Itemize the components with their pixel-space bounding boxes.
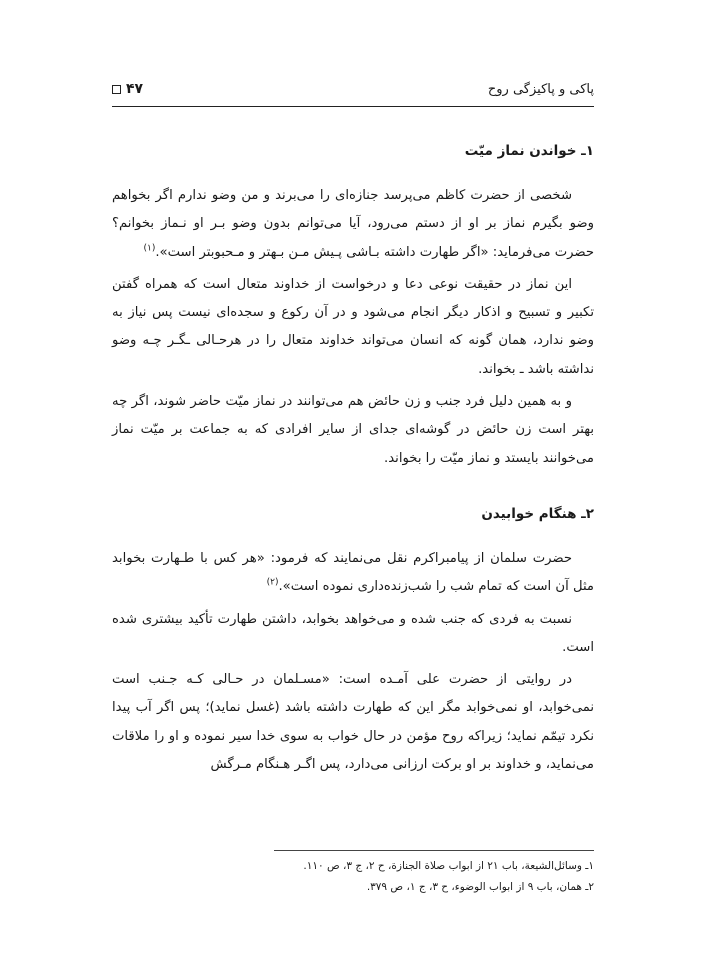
- square-icon: [112, 85, 121, 94]
- footnote-ref[interactable]: (۲): [266, 577, 279, 588]
- footnote: ۲ـ همان، باب ۹ از ابواب الوضوء، ح ۳، ج ۱، ص ۳۷۹.: [366, 881, 594, 893]
- paragraph: در روایتی از حضرت علی آمـده است: «مسـلمان در حـالی کـه جـنب است نمی‌خوابد، او نمی‌خوابد مگر این که طهارت داشته باشد (غسل نماید)؛ پس اگر آب پیدا نکرد تیمّم نماید؛ زیراکه روح مؤمن در حال خواب به سوی خدا سیر نموده و او را ملاقات می‌نماید، و خداوند بر او برکت ارزانی می‌دارد، پس اگـر هـنگام مـرگش: [112, 672, 594, 773]
- page-number-text: ۴۷: [126, 81, 144, 97]
- paragraph: شخصی از حضرت کاظم می‌پرسد جنازه‌ای را می‌برند و من وضو ندارم اگر بخواهم وضو بگیرم نماز بر او از دستم می‌رود، آیا می‌توانم بدون وضو بـر او نـماز بخوانم؟ حضرت می‌فرماید: «اگر طهارت داشته بـاشی پـیش مـن بـهتر و مـحبوبتر است».$^{(۱)}$: [112, 188, 594, 260]
- paragraph: نسبت به فردی که جنب شده و می‌خواهد بخوابد، داشتن طهارت تأکید بیشتری شده است.: [112, 611, 594, 655]
- section-title: ۲ـ هنگام خوابیدن: [481, 505, 594, 522]
- footnote-ref[interactable]: (۱): [143, 243, 156, 254]
- section-title: ۱ـ خواندن نماز میّت: [464, 143, 594, 159]
- paragraph: این نماز در حقیقت نوعی دعا و درخواست از خداوند متعال است که همراه گفتن تکبیر و تسبیح و اذکار دیگر انجام می‌شود و در آن رکوع و سجده‌ای نیست پس نیاز به وضو ندارد، همان گونه که انسان می‌تواند خداوند متعال را در هرحـالی ـگـر چـه وضو نداشته باشد ـ بخواند.: [112, 276, 594, 377]
- footnote-divider: [274, 850, 594, 851]
- running-header: [112, 78, 594, 100]
- paragraph: و به همین دلیل فرد جنب و زن حائض هم می‌توانند در نماز میّت حاضر شوند، اگر چه بهتر است زن حائض در گوشه‌ای جدای از سایر افرادی که به جماعت بر میّت نماز می‌خوانند بایستد و نماز میّت را بخواند.: [112, 394, 594, 466]
- running-title: پاکی و پاکیزگی روح: [487, 81, 594, 97]
- footnotes: [112, 856, 594, 898]
- paragraph: حضرت سلمان از پیامبراکرم نقل می‌نمایند که فرمود: «هر کس با طـهارت بخوابد مثل آن است که تمام شب را شب‌زنده‌داری نموده است».$^{(۲)}$: [112, 550, 594, 595]
- page-body: [112, 140, 594, 779]
- header-divider: [112, 106, 594, 107]
- page-number: [112, 81, 143, 97]
- footnote: ۱ـ وسائل‌الشیعة، باب ۲۱ از ابواب صلاة الجنازة، ح ۲، ج ۳، ص ۱۱۰.: [303, 860, 594, 872]
